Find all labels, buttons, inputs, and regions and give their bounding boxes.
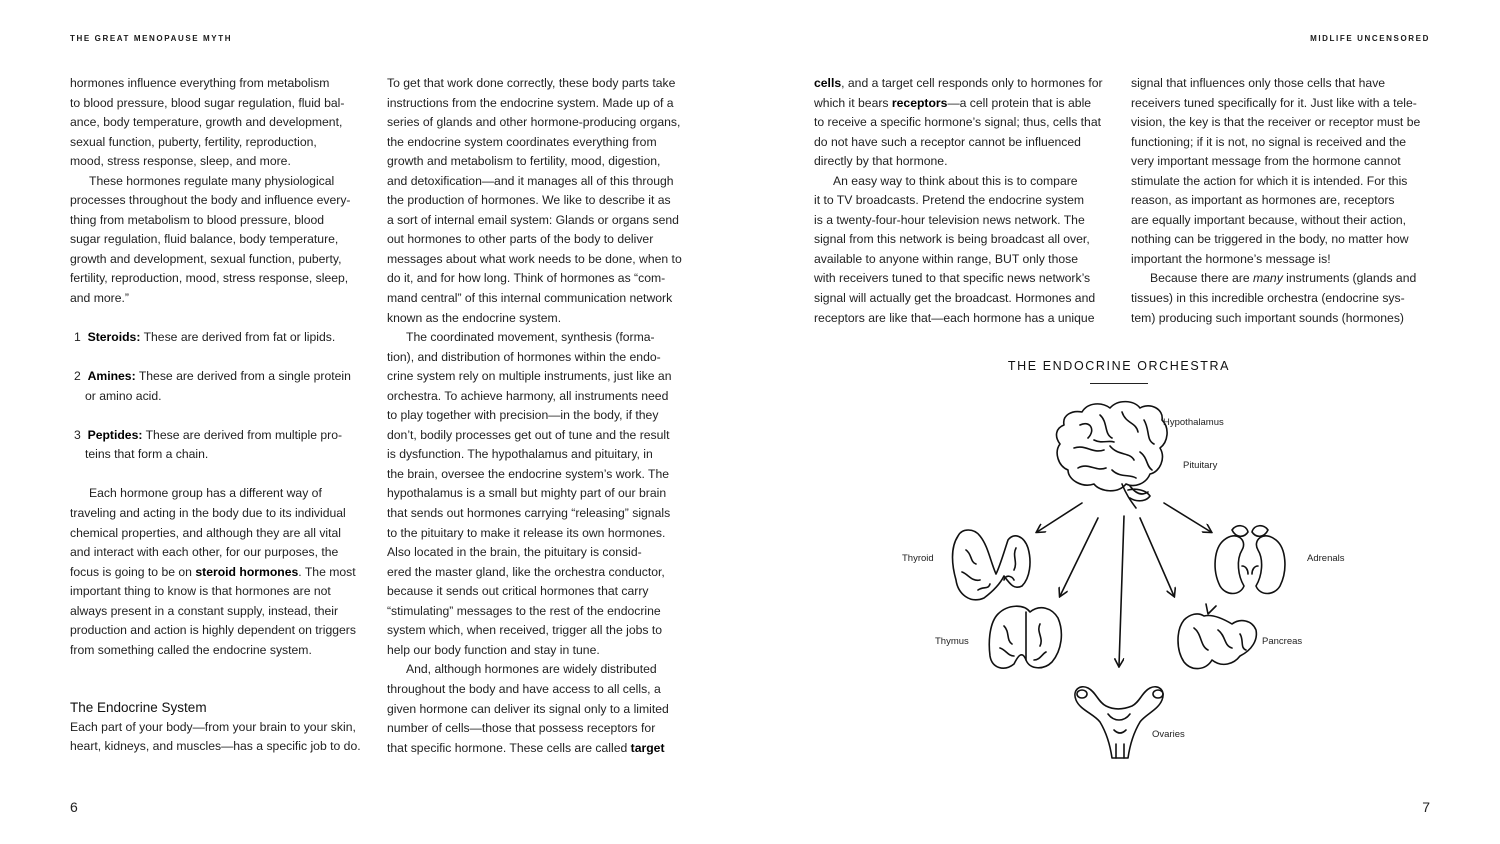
list-term: Steroids: bbox=[87, 330, 141, 345]
text-line: and detoxification—and it manages all of this through bbox=[387, 173, 674, 188]
text-line: production and action is highly dependent on triggers bbox=[70, 623, 356, 638]
text-line: growth and development, sexual function, puberty, bbox=[70, 251, 342, 266]
text-line: out hormones to other parts of the body to deliver bbox=[387, 232, 654, 247]
label-pituitary: Pituitary bbox=[1183, 460, 1218, 471]
list-term: Amines: bbox=[87, 369, 136, 384]
text-span: focus is going to be on bbox=[70, 564, 196, 579]
text-line: An easy way to think about this is to compare bbox=[833, 173, 1078, 188]
text-line: always present in a constant supply, instead, their bbox=[70, 603, 339, 618]
text-line: reason, as important as hormones are, receptors bbox=[1131, 193, 1395, 208]
list-text: or amino acid. bbox=[85, 388, 162, 403]
text-line: Also located in the brain, the pituitary is consid- bbox=[387, 545, 642, 560]
text-line: ance, body temperature, growth and development, bbox=[70, 115, 343, 130]
text-span: Because there are bbox=[1150, 271, 1253, 286]
label-ovaries: Ovaries bbox=[1152, 729, 1185, 740]
text-line: given hormone can deliver its signal only to a limited bbox=[387, 701, 669, 716]
text-line: stimulate the action for which it is intended. For this bbox=[1131, 173, 1408, 188]
pancreas-illustration bbox=[1178, 604, 1256, 669]
text-line: and interact with each other, for our purposes, the bbox=[70, 545, 339, 560]
list-number: 1 bbox=[74, 330, 81, 345]
text-line: Each hormone group has a different way of bbox=[89, 486, 322, 501]
text-line: These hormones regulate many physiological bbox=[89, 173, 335, 188]
emphasis: many bbox=[1252, 271, 1283, 286]
label-pancreas: Pancreas bbox=[1262, 636, 1303, 647]
text-line: mood, stress response, sleep, and more. bbox=[70, 154, 291, 169]
text-line: the endocrine system coordinates everything from bbox=[387, 134, 657, 149]
text-line: system which, when received, trigger all the jobs to bbox=[387, 623, 663, 638]
section-heading: The Endocrine System bbox=[70, 699, 207, 715]
text-line: sugar regulation, fluid balance, body temperature, bbox=[70, 232, 339, 247]
list-term: Peptides: bbox=[87, 427, 143, 442]
text-line: signal will actually get the broadcast. Hormones and bbox=[814, 291, 1096, 306]
page-number-right: 7 bbox=[1422, 799, 1430, 815]
text-line: messages about what work needs to be done, when to bbox=[387, 251, 682, 266]
text-line: to play together with precision—in the body, if they bbox=[387, 408, 659, 423]
text-span: that specific hormone. These cells are called bbox=[387, 740, 631, 755]
text-span: instruments (glands and bbox=[1282, 271, 1417, 286]
list-text: teins that form a chain. bbox=[85, 447, 209, 462]
adrenals-illustration bbox=[1215, 526, 1285, 594]
text-line: available to anyone within range, BUT only those bbox=[814, 251, 1079, 266]
text-line: heart, kidneys, and muscles—has a specific job to do. bbox=[70, 739, 361, 754]
text-line: signal from this network is being broadcast all over, bbox=[814, 232, 1090, 247]
text-line: crine system rely on multiple instruments, just like an bbox=[387, 369, 672, 384]
text-line: with receivers tuned to that specific news network’s bbox=[814, 271, 1091, 286]
text-line: To get that work done correctly, these body parts take bbox=[387, 76, 676, 90]
text-line: growth and metabolism to fertility, mood, digestion, bbox=[387, 154, 661, 169]
ovaries-illustration bbox=[1075, 687, 1163, 758]
text-line: instructions from the endocrine system. Made up of a bbox=[387, 95, 674, 110]
text-line: the production of hormones. We like to describe it as bbox=[387, 193, 671, 208]
text-line: do it, and for how long. Think of hormones as “com- bbox=[387, 271, 666, 286]
text-line: the brain, oversee the endocrine system’s work. The bbox=[387, 466, 670, 481]
text-line: important the hormone’s message is! bbox=[1131, 251, 1331, 266]
list-text: These are derived from a single protein bbox=[138, 369, 351, 384]
text-line: because it sends out critical hormones that carry bbox=[387, 584, 649, 599]
text-line: series of glands and other hormone-producing organs, bbox=[387, 115, 681, 130]
key-term: cells bbox=[814, 76, 842, 90]
text-line: functioning; if it is not, no signal is received and the bbox=[1131, 134, 1407, 149]
text-line: ered the master gland, like the orchestra conductor, bbox=[387, 564, 665, 579]
text-line: hormones influence everything from metabolism bbox=[70, 76, 330, 90]
list-number: 3 bbox=[74, 427, 81, 442]
text-line: receivers tuned specifically for it. Just like with a tele- bbox=[1131, 95, 1417, 110]
text-line: chemical properties, and although they are all vital bbox=[70, 525, 341, 540]
text-line: number of cells—those that possess receptors for bbox=[387, 721, 656, 736]
text-line: are equally important because, without their action, bbox=[1131, 212, 1407, 227]
text-line: a sort of internal email system: Glands or organs send bbox=[387, 212, 679, 227]
text-line: and more.” bbox=[70, 291, 129, 306]
text-line: nothing can be triggered in the body, no matter how bbox=[1131, 232, 1409, 247]
text-line: vision, the key is that the receiver or receptor must be bbox=[1131, 115, 1421, 130]
list-text: These are derived from multiple pro- bbox=[145, 427, 343, 442]
text-span: , and a target cell responds only to hormones for bbox=[841, 76, 1103, 90]
left-running-head: THE GREAT MENOPAUSE MYTH bbox=[70, 34, 233, 43]
label-thymus: Thymus bbox=[935, 636, 969, 647]
text-span: which it bears bbox=[814, 95, 892, 110]
text-line: to receive a specific hormone’s signal; thus, cells that bbox=[814, 115, 1102, 130]
text-line: directly by that hormone. bbox=[814, 154, 948, 169]
text-line: important thing to know is that hormones are not bbox=[70, 584, 331, 599]
text-line: Each part of your body—from your brain to your skin, bbox=[70, 719, 356, 734]
text-line: that sends out hormones carrying “releasing” signals bbox=[387, 506, 671, 521]
label-adrenals: Adrenals bbox=[1307, 553, 1345, 564]
text-line: very important message from the hormone cannot bbox=[1131, 154, 1401, 169]
text-line: help our body function and stay in tune. bbox=[387, 642, 600, 657]
text-line: known as the endocrine system. bbox=[387, 310, 562, 325]
key-term: target bbox=[630, 740, 665, 755]
text-line: mand central” of this internal communication network bbox=[387, 291, 673, 306]
text-span: . The most bbox=[298, 564, 356, 579]
text-line: sexual function, puberty, fertility, reproduction, bbox=[70, 134, 317, 149]
text-line: processes throughout the body and influence every- bbox=[70, 193, 351, 208]
text-line: orchestra. To achieve harmony, all instruments need bbox=[387, 388, 669, 403]
text-line: “stimulating” messages to the rest of the endocrine bbox=[387, 603, 661, 618]
text-line: tion), and distribution of hormones within the endo- bbox=[387, 349, 661, 364]
thymus-illustration bbox=[989, 606, 1061, 668]
key-term: receptors bbox=[891, 95, 948, 110]
brain-illustration bbox=[1057, 402, 1168, 508]
text-span: —a cell protein that is able bbox=[947, 95, 1092, 110]
text-line: to the pituitary to make it release its own hormones. bbox=[387, 525, 666, 540]
hormone-arrows bbox=[1037, 503, 1211, 666]
text-line: tem) producing such important sounds (hormones) bbox=[1131, 310, 1404, 325]
text-line: The coordinated movement, synthesis (forma- bbox=[406, 330, 655, 345]
text-line: is a twenty-four-hour television news network. The bbox=[814, 212, 1085, 227]
label-thyroid: Thyroid bbox=[902, 553, 934, 564]
key-term: steroid hormones bbox=[195, 564, 299, 579]
text-line: thing from metabolism to blood pressure, blood bbox=[70, 212, 325, 227]
text-line: it to TV broadcasts. Pretend the endocrine system bbox=[814, 193, 1085, 208]
thyroid-illustration bbox=[953, 530, 1031, 600]
text-line: tissues) in this incredible orchestra (endocrine sys- bbox=[1131, 291, 1405, 306]
text-line: don’t, bodily processes get out of tune and the result bbox=[387, 427, 670, 442]
text-line: from something called the endocrine system. bbox=[70, 642, 312, 657]
text-line: traveling and acting in the body due to its individual bbox=[70, 506, 346, 521]
text-line: fertility, reproduction, mood, stress response, sleep, bbox=[70, 271, 349, 286]
list-text: These are derived from fat or lipids. bbox=[143, 330, 336, 345]
label-hypothalamus: Hypothalamus bbox=[1163, 417, 1224, 428]
text-line: to blood pressure, blood sugar regulation, fluid bal- bbox=[70, 95, 345, 110]
text-line: do not have such a receptor cannot be influenced bbox=[814, 134, 1081, 149]
figure-title: THE ENDOCRINE ORCHESTRA bbox=[1007, 359, 1231, 373]
text-line: receptors are like that—each hormone has a unique bbox=[814, 310, 1095, 325]
text-line: throughout the body and have access to all cells, a bbox=[387, 681, 661, 696]
text-line: signal that influences only those cells that have bbox=[1131, 76, 1386, 90]
right-running-head: MIDLIFE UNCENSORED bbox=[1310, 34, 1430, 43]
text-line: hypothalamus is a small but mighty part of our brain bbox=[387, 486, 667, 501]
text-line: And, although hormones are widely distributed bbox=[406, 662, 657, 677]
page-number-left: 6 bbox=[70, 799, 78, 815]
text-line: is dysfunction. The hypothalamus and pituitary, in bbox=[387, 447, 653, 462]
list-number: 2 bbox=[74, 369, 81, 384]
